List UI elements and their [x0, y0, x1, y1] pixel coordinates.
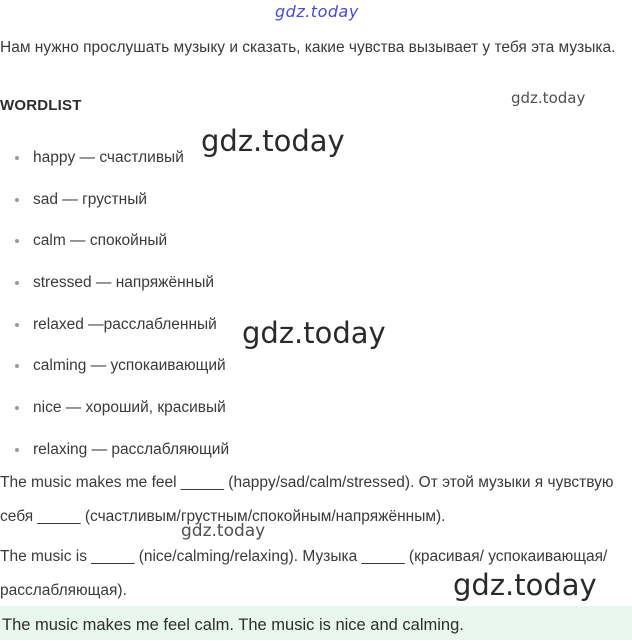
watermark: gdz.today: [511, 89, 586, 107]
list-item-text: stressed — напряжённый: [33, 274, 215, 292]
list-item: [0, 352, 229, 394]
bullet-icon: [15, 239, 19, 243]
list-item-text: sad — грустный: [33, 190, 147, 208]
sentence-template-feel: The music makes me feel _____ (happy/sad/calm/stressed). От этой музыки я чувствую себя _____ (счастливым/грустным/спокойным/напряжённым).: [0, 474, 614, 525]
list-item: [0, 186, 229, 228]
intro-text: Нам нужно прослушать музыку и сказать, какие чувства вызывает у тебя эта музыка.: [0, 39, 616, 56]
watermark: gdz.today: [181, 521, 266, 541]
list-item: [0, 144, 229, 186]
watermark: gdz.today: [453, 568, 597, 602]
sentence-template-music: The music is _____ (nice/calming/relaxing). Музыка _____ (красивая/ успокаивающая/расслабляющая).: [0, 548, 608, 599]
watermark-top: gdz.today: [275, 2, 359, 21]
list-item-text: calm — спокойный: [33, 232, 168, 250]
list-item: [0, 394, 229, 436]
list-item: [0, 311, 229, 353]
list-item-text: relaxed —расслабленный: [33, 315, 217, 333]
bullet-icon: [15, 323, 19, 327]
bullet-icon: [15, 198, 19, 202]
bullet-icon: [15, 406, 19, 410]
list-item-text: relaxing — расслабляющий: [33, 440, 230, 458]
bullet-icon: [15, 364, 19, 368]
bullet-icon: [15, 156, 19, 160]
list-item: [0, 269, 229, 311]
bullet-icon: [15, 448, 19, 452]
word-list: [0, 144, 229, 478]
list-item-text: happy — счастливый: [33, 149, 184, 166]
bullet-icon: [15, 281, 19, 285]
list-item-text: nice — хороший, красивый: [33, 399, 226, 417]
watermark: gdz.today: [242, 316, 386, 350]
wordlist-heading: WORDLIST: [0, 97, 82, 114]
watermark: gdz.today: [201, 124, 345, 158]
answer-highlight: The music makes me feel calm. The music is nice and calming.: [0, 606, 632, 640]
list-item-text: calming — успокаивающий: [33, 357, 226, 375]
list-item: [0, 227, 229, 269]
